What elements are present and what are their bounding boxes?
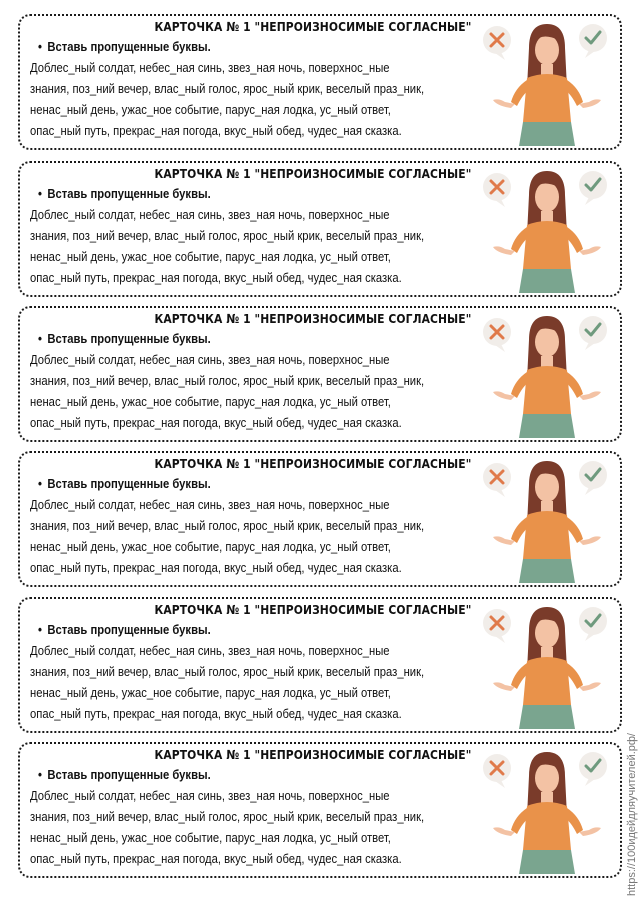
exercise-line: опас_ный путь, прекрас_ная погода, вкус_ный обед, чудес_ная сказка. xyxy=(30,416,402,430)
exercise-line: опас_ный путь, прекрас_ная погода, вкус_ный обед, чудес_ная сказка. xyxy=(30,124,402,138)
exercise-card xyxy=(18,306,622,442)
card-title: КАРТОЧКА № 1 "НЕПРОИЗНОСИМЫЕ СОГЛАСНЫЕ" xyxy=(154,456,472,471)
exercise-line: опас_ный путь, прекрас_ная погода, вкус_ный обед, чудес_ная сказка. xyxy=(30,852,402,866)
bullet-icon: • xyxy=(38,477,42,491)
card-title: КАРТОЧКА № 1 "НЕПРОИЗНОСИМЫЕ СОГЛАСНЫЕ" xyxy=(154,747,472,762)
bullet-icon: • xyxy=(38,768,42,782)
exercise-card xyxy=(18,14,622,150)
task-instruction xyxy=(38,768,211,782)
cross-bubble-icon xyxy=(483,318,511,352)
cross-bubble-icon xyxy=(483,173,511,207)
cross-bubble-icon xyxy=(483,754,511,788)
check-bubble-icon xyxy=(579,316,607,350)
exercise-line: ненас_ный день, ужас_ное событие, парус_ная лодка, ус_ный ответ, xyxy=(30,540,391,554)
exercise-line: знания, поз_ний вечер, влас_ный голос, ярос_ный крик, веселый праз_ник, xyxy=(30,519,425,533)
task-text: Вставь пропущенные буквы. xyxy=(47,768,211,782)
bullet-icon: • xyxy=(38,40,42,54)
exercise-line: знания, поз_ний вечер, влас_ный голос, ярос_ный крик, веселый праз_ник, xyxy=(30,82,425,96)
exercise-card xyxy=(18,161,622,297)
exercise-card xyxy=(18,451,622,587)
check-bubble-icon xyxy=(579,607,607,641)
check-bubble-icon xyxy=(579,461,607,495)
exercise-line: Доблес_ный солдат, небес_ная синь, звез_ная ночь, поверхнос_ные xyxy=(30,498,390,512)
check-bubble-icon xyxy=(579,171,607,205)
cross-bubble-icon xyxy=(483,609,511,643)
exercise-line: опас_ный путь, прекрас_ная погода, вкус_ный обед, чудес_ная сказка. xyxy=(30,271,402,285)
card-title: КАРТОЧКА № 1 "НЕПРОИЗНОСИМЫЕ СОГЛАСНЫЕ" xyxy=(154,19,472,34)
exercise-card xyxy=(18,742,622,878)
teacher-illustration xyxy=(475,746,615,874)
task-instruction xyxy=(38,40,211,54)
source-watermark: https://100идейдляучителей.рф/ xyxy=(626,733,638,896)
exercise-line: Доблес_ный солдат, небес_ная синь, звез_ная ночь, поверхнос_ные xyxy=(30,353,390,367)
exercise-card xyxy=(18,597,622,733)
check-bubble-icon xyxy=(579,24,607,58)
exercise-line: ненас_ный день, ужас_ное событие, парус_ная лодка, ус_ный ответ, xyxy=(30,250,391,264)
teacher-illustration xyxy=(475,165,615,293)
task-text: Вставь пропущенные буквы. xyxy=(47,187,211,201)
task-text: Вставь пропущенные буквы. xyxy=(47,332,211,346)
cross-bubble-icon xyxy=(483,26,511,60)
task-instruction xyxy=(38,187,211,201)
exercise-line: Доблес_ный солдат, небес_ная синь, звез_ная ночь, поверхнос_ные xyxy=(30,644,390,658)
teacher-illustration xyxy=(475,310,615,438)
exercise-line: ненас_ный день, ужас_ное событие, парус_ная лодка, ус_ный ответ, xyxy=(30,103,391,117)
exercise-line: Доблес_ный солдат, небес_ная синь, звез_ная ночь, поверхнос_ные xyxy=(30,61,390,75)
card-title: КАРТОЧКА № 1 "НЕПРОИЗНОСИМЫЕ СОГЛАСНЫЕ" xyxy=(154,602,472,617)
task-instruction xyxy=(38,623,211,637)
task-instruction xyxy=(38,332,211,346)
task-text: Вставь пропущенные буквы. xyxy=(47,477,211,491)
check-bubble-icon xyxy=(579,752,607,786)
task-text: Вставь пропущенные буквы. xyxy=(47,40,211,54)
exercise-line: ненас_ный день, ужас_ное событие, парус_ная лодка, ус_ный ответ, xyxy=(30,395,391,409)
exercise-line: Доблес_ный солдат, небес_ная синь, звез_ная ночь, поверхнос_ные xyxy=(30,789,390,803)
exercise-line: знания, поз_ний вечер, влас_ный голос, ярос_ный крик, веселый праз_ник, xyxy=(30,810,425,824)
teacher-illustration xyxy=(475,601,615,729)
exercise-line: знания, поз_ний вечер, влас_ный голос, ярос_ный крик, веселый праз_ник, xyxy=(30,229,425,243)
task-instruction xyxy=(38,477,211,491)
bullet-icon: • xyxy=(38,623,42,637)
exercise-line: знания, поз_ний вечер, влас_ный голос, ярос_ный крик, веселый праз_ник, xyxy=(30,665,425,679)
exercise-line: Доблес_ный солдат, небес_ная синь, звез_ная ночь, поверхнос_ные xyxy=(30,208,390,222)
cross-bubble-icon xyxy=(483,463,511,497)
exercise-line: ненас_ный день, ужас_ное событие, парус_ная лодка, ус_ный ответ, xyxy=(30,686,391,700)
exercise-line: опас_ный путь, прекрас_ная погода, вкус_ный обед, чудес_ная сказка. xyxy=(30,707,402,721)
teacher-illustration xyxy=(475,455,615,583)
teacher-illustration xyxy=(475,18,615,146)
card-title: КАРТОЧКА № 1 "НЕПРОИЗНОСИМЫЕ СОГЛАСНЫЕ" xyxy=(154,311,472,326)
exercise-line: ненас_ный день, ужас_ное событие, парус_ная лодка, ус_ный ответ, xyxy=(30,831,391,845)
card-title: КАРТОЧКА № 1 "НЕПРОИЗНОСИМЫЕ СОГЛАСНЫЕ" xyxy=(154,166,472,181)
bullet-icon: • xyxy=(38,187,42,201)
task-text: Вставь пропущенные буквы. xyxy=(47,623,211,637)
exercise-line: опас_ный путь, прекрас_ная погода, вкус_ный обед, чудес_ная сказка. xyxy=(30,561,402,575)
exercise-line: знания, поз_ний вечер, влас_ный голос, ярос_ный крик, веселый праз_ник, xyxy=(30,374,425,388)
bullet-icon: • xyxy=(38,332,42,346)
